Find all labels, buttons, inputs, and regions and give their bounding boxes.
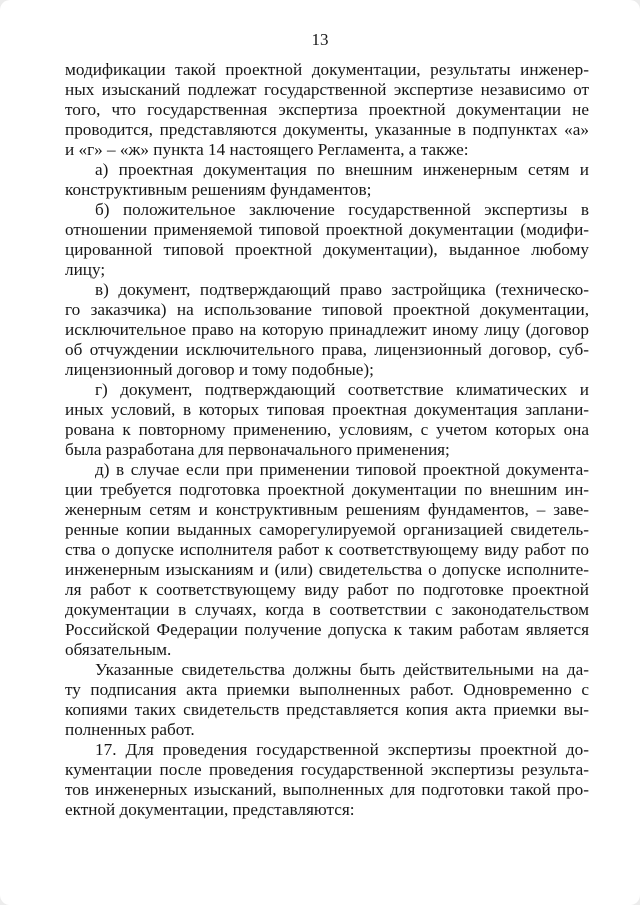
text-line: отношении применяемой типовой проектной документации (модифи- (65, 220, 589, 239)
text-line: ренные копии выданных саморегулируемой организацией свидетель- (65, 520, 589, 539)
text-line: г) документ, подтверждающий соответствие климатических и (95, 380, 589, 399)
text-line: копиями таких свидетельств представляется копия акта приемки вы- (65, 700, 589, 719)
text-line: ектной документации, представляются: (65, 800, 355, 819)
text-line: б) положительное заключение государственной экспертизы в (95, 200, 589, 219)
text-line: документации в случаях, когда в соответствии с законодательством (65, 600, 589, 619)
text-line: инженерным изысканиям и (или) свидетельства о допуске исполните- (65, 560, 589, 579)
paragraph (65, 280, 589, 380)
text-line: Российской Федерации получение допуска к таким работам является (65, 620, 589, 639)
text-line: ции требуется подготовка проектной документации по внешним ин- (65, 480, 589, 499)
text-line: цированной типовой проектной документации), выданное любому (65, 240, 589, 259)
text-line: рована к повторному применению, условиям, с учетом которых она (65, 420, 589, 439)
text-line: иных условий, в которых типовая проектная документация заплани- (65, 400, 589, 419)
text-line: об отчуждении исключительного права, лицензионный договор, суб- (65, 340, 589, 359)
text-line: исключительное право на которую принадлежит иному лицу (договор (65, 320, 589, 339)
text-line: го заказчика) на использование типовой проектной документации, (65, 300, 589, 319)
document-body (65, 60, 589, 820)
text-line: кументации после проведения государственной экспертизы результа- (65, 760, 589, 779)
paragraph (65, 160, 589, 200)
text-line: и «г» – «ж» пункта 14 настоящего Регламента, а также: (65, 140, 469, 159)
text-line: ных изысканий подлежат государственной экспертизе независимо от (65, 80, 589, 99)
text-line: ля работ к соответствующему виду работ по подготовке проектной (65, 580, 589, 599)
text-line: модификации такой проектной документации, результаты инженер- (65, 60, 589, 79)
text-line: обязательным. (65, 640, 172, 659)
text-line: полненных работ. (65, 720, 195, 739)
text-line: была разработана для первоначального применения; (65, 440, 450, 459)
paragraph (65, 660, 589, 740)
text-line: лицу; (65, 260, 106, 279)
paragraph (65, 200, 589, 280)
text-line: д) в случае если при применении типовой проектной документа- (95, 460, 589, 479)
text-line: 17. Для проведения государственной экспертизы проектной до- (95, 740, 589, 759)
text-line: тов инженерных изысканий, выполненных для подготовки такой про- (65, 780, 589, 799)
paragraph (65, 740, 589, 820)
text-line: Указанные свидетельства должны быть действительными на да- (95, 660, 589, 679)
text-line: в) документ, подтверждающий право застройщика (техническо- (95, 280, 589, 299)
text-line: проводится, представляются документы, указанные в подпунктах «а» (65, 120, 589, 139)
text-line: конструктивным решениям фундаментов; (65, 180, 372, 199)
page-number: 13 (311, 30, 329, 49)
paragraph (65, 60, 589, 160)
text-line: а) проектная документация по внешним инженерным сетям и (95, 160, 589, 179)
text-line: лицензионный договор и тому подобные); (65, 360, 374, 379)
text-line: ства о допуске исполнителя работ к соответствующему виду работ по (65, 540, 589, 559)
paragraph (65, 460, 589, 660)
text-line: того, что государственная экспертиза проектной документации не (65, 100, 589, 119)
paragraph (65, 380, 589, 460)
text-line: женерным сетям и конструктивным решениям фундаментов, – заве- (65, 500, 589, 519)
text-line: ту подписания акта приемки выполненных работ. Одновременно с (65, 680, 589, 699)
